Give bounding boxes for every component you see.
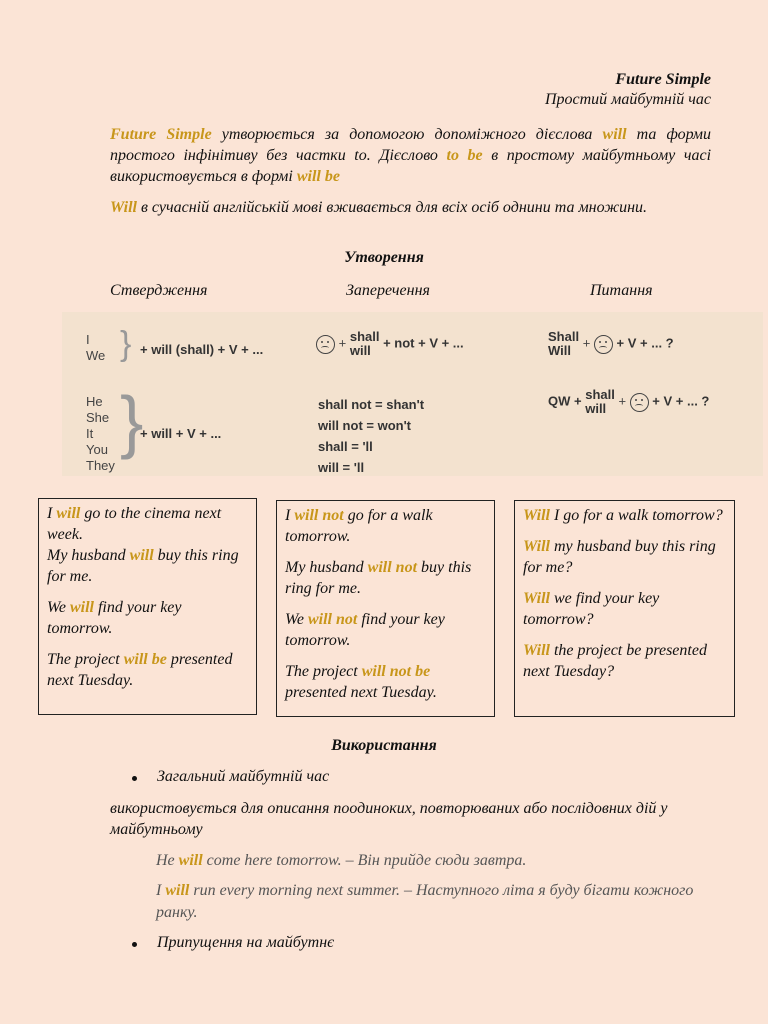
contractions-list (318, 394, 424, 478)
pronoun: We (86, 348, 106, 363)
aux-shall: Shall (548, 329, 580, 344)
text-run: в сучасній англійській мові вживається для всіх осіб однини та множини. (136, 199, 648, 216)
text-run: в простому майбутньому часі використовується в формі (110, 147, 712, 185)
plus-sign: + (338, 335, 347, 351)
highlighted-text: will be (123, 651, 167, 668)
formation-scheme (62, 312, 763, 476)
question-formula-1: Shall Will + + V + ... ? (548, 329, 674, 358)
text-run: presented next Tuesday. (47, 651, 233, 689)
example-sentence (523, 536, 726, 578)
text-run: go to the cinema next week. (47, 505, 222, 543)
text-run: come here tomorrow. – Він прийде сюди завтра. (202, 852, 527, 869)
aux-will: Will (548, 343, 571, 358)
highlighted-text: Will (523, 642, 550, 659)
text-run: find your key tomorrow. (285, 611, 445, 649)
text-run: run every morning next summer. – Наступного літа я буду бігати кожного ранку. (156, 882, 694, 921)
text-run: He (156, 852, 179, 869)
affirmative-formula-2 (140, 426, 221, 441)
highlighted-text: will (69, 599, 94, 616)
pronouns-group-1 (86, 332, 105, 364)
contraction: shall = 'll (318, 439, 373, 454)
text-run: presented next Tuesday. (285, 684, 437, 701)
aux-will: will (349, 343, 371, 358)
highlighted-text: Will (523, 538, 550, 555)
aux-will: will (585, 401, 607, 416)
formula-text: + will (shall) + V + ... (140, 342, 264, 357)
text-run: I (47, 505, 57, 522)
pronoun: You (86, 442, 108, 457)
brace-icon: } (120, 325, 132, 363)
text-run: buy this ring for me. (285, 559, 472, 597)
example-sentence (285, 557, 486, 599)
highlighted-text: will (165, 882, 190, 899)
question-formula-2: QW + shall will + + V + ... ? (548, 387, 710, 416)
example-sentence (47, 597, 248, 639)
highlighted-text: Will (110, 199, 137, 216)
usage-bullet-2 (132, 934, 334, 952)
highlighted-text: will (129, 547, 154, 564)
pronoun: I (86, 332, 90, 347)
highlighted-text: will be (296, 168, 340, 185)
question-word: QW + (548, 393, 582, 409)
formation-heading: Утворення (344, 249, 424, 266)
title-line-2: Простий майбутній час (544, 91, 711, 108)
subject-face-icon (316, 335, 335, 354)
pronoun: They (86, 458, 115, 473)
bullet-text: Припущення на майбутнє (157, 934, 335, 951)
example-sentence (523, 505, 726, 526)
affirmative-formula-1 (140, 342, 263, 357)
contraction: will not = won't (318, 418, 411, 433)
document-title (545, 70, 711, 110)
intro-paragraph-1 (110, 124, 711, 187)
text-run: I (285, 507, 295, 524)
text-run: We (285, 611, 308, 628)
contraction: will = 'll (318, 460, 365, 475)
highlighted-text: to be (446, 147, 483, 164)
highlighted-text: will (178, 852, 203, 869)
text-run: my husband buy this ring for me? (523, 538, 716, 576)
subject-face-icon (630, 393, 649, 412)
formula-text: + V + ... ? (652, 393, 710, 409)
aux-shall: shall (585, 387, 615, 402)
subject-face-icon (594, 335, 613, 354)
highlighted-text: will not be (361, 663, 431, 680)
contraction: shall not = shan't (318, 397, 425, 412)
pronoun: It (86, 426, 94, 441)
bullet-dot-icon (132, 942, 137, 947)
title-line-1: Future Simple (615, 71, 711, 88)
highlighted-text: will not (307, 611, 358, 628)
text-run: та форми простого інфінітиву без частки to. Дієслово (110, 126, 712, 164)
negative-formula (316, 330, 464, 358)
highlighted-text: will (56, 505, 81, 522)
highlighted-text: Will (523, 590, 550, 607)
usage-example-2 (156, 880, 706, 924)
formula-text: + V + ... ? (616, 335, 674, 351)
bullet-dot-icon (132, 776, 137, 781)
pronouns-group-2 (86, 394, 115, 474)
intro-paragraph-2 (110, 197, 711, 218)
example-sentence (47, 503, 248, 587)
highlighted-text: Future Simple (110, 126, 212, 143)
example-sentence (285, 609, 486, 651)
bullet-text: Загальний майбутній час (157, 768, 330, 785)
text-run: go for a walk tomorrow. (285, 507, 433, 545)
example-sentence (285, 505, 486, 547)
text-run: buy this ring for me. (47, 547, 239, 585)
example-sentence (285, 661, 486, 703)
formula-text: + will + V + ... (140, 426, 222, 441)
text-run: I go for a walk tomorrow? (549, 507, 723, 524)
negative-examples-box (276, 500, 495, 717)
text-run: I (156, 882, 166, 899)
highlighted-text: will not (294, 507, 344, 524)
affirmative-examples-box (38, 498, 257, 715)
example-sentence (523, 588, 726, 630)
text-run: find your key tomorrow. (47, 599, 182, 637)
usage-description: використовується для описання поодиноких, повторюваних або послідовних дій у майбутньому (110, 800, 668, 838)
usage-bullet-1 (132, 768, 329, 786)
pronoun: He (86, 394, 103, 409)
text-run: The project (47, 651, 124, 668)
highlighted-text: will not (367, 559, 418, 576)
highlighted-text: will (602, 126, 627, 143)
column-heading-affirmative: Ствердження (110, 282, 208, 299)
example-sentence (47, 649, 248, 691)
highlighted-text: Will (523, 507, 550, 524)
text-run: the project be presented next Tuesday? (523, 642, 707, 680)
example-sentence (523, 640, 726, 682)
brace-icon: } (120, 382, 144, 460)
aux-shall: shall (349, 329, 380, 344)
column-heading-negative: Заперечення (346, 282, 430, 299)
pronoun: She (86, 410, 110, 425)
question-examples-box (514, 500, 735, 717)
text-run: My husband (47, 547, 130, 564)
text-run: The project (285, 663, 362, 680)
text-run: we find your key tomorrow? (523, 590, 660, 628)
text-run: утворюється за допомогою допоміжного дієслова (211, 126, 603, 143)
text-run: We (47, 599, 70, 616)
column-heading-question: Питання (590, 282, 653, 299)
usage-heading: Використання (331, 737, 437, 754)
text-run: My husband (285, 559, 368, 576)
formula-text: + not + V + ... (383, 335, 464, 351)
usage-example-1 (156, 850, 706, 872)
